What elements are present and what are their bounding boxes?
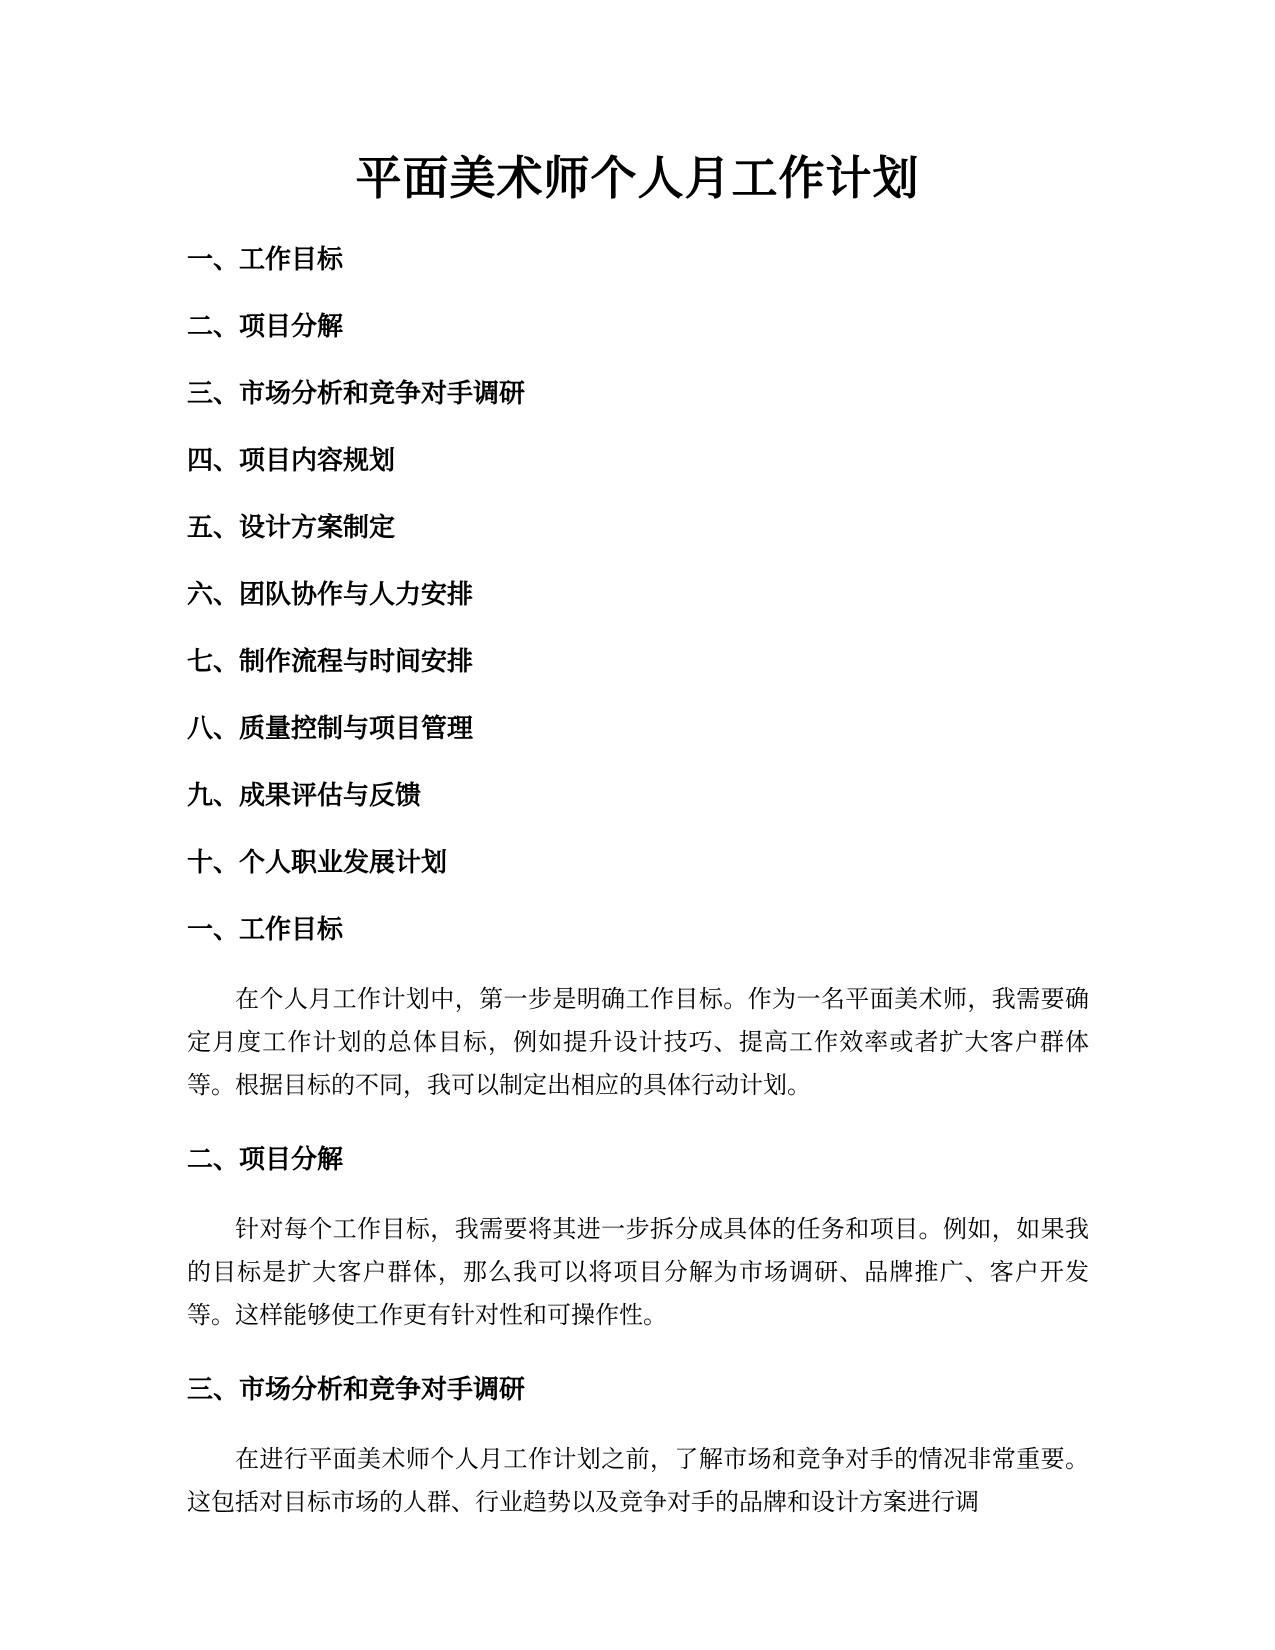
- toc-item: 六、团队协作与人力安排: [187, 580, 474, 610]
- document-title: 平面美术师个人月工作计划: [355, 151, 920, 205]
- document-body: [187, 916, 1089, 1563]
- toc-item: 三、市场分析和竞争对手调研: [187, 379, 526, 409]
- section-paragraph: 针对每个工作目标，我需要将其进一步拆分成具体的任务和项目。例如，如果我的目标是扩大客户群体，那么我可以将项目分解为市场调研、品牌推广、客户开发等。这样能够使工作更有针对性和可操作性。: [187, 1215, 1089, 1329]
- section-heading: 一、工作目标: [187, 915, 344, 945]
- table-of-contents: [187, 246, 1087, 916]
- toc-item: 七、制作流程与时间安排: [187, 647, 474, 677]
- section-paragraph: 在进行平面美术师个人月工作计划之前，了解市场和竞争对手的情况非常重要。这包括对目标市场的人群、行业趋势以及竞争对手的品牌和设计方案进行调: [187, 1445, 1089, 1516]
- toc-item: 四、项目内容规划: [187, 446, 396, 476]
- toc-item: 五、设计方案制定: [187, 513, 396, 543]
- section-heading: 三、市场分析和竞争对手调研: [187, 1375, 526, 1405]
- toc-item: 一、工作目标: [187, 245, 344, 275]
- toc-item: 十、个人职业发展计划: [187, 848, 448, 878]
- section-paragraph: 在个人月工作计划中，第一步是明确工作目标。作为一名平面美术师，我需要确定月度工作计划的总体目标，例如提升设计技巧、提高工作效率或者扩大客户群体等。根据目标的不同，我可以制定出相应的具体行动计划。: [187, 985, 1089, 1099]
- toc-item: 二、项目分解: [187, 312, 344, 342]
- toc-item: 九、成果评估与反馈: [187, 781, 422, 811]
- section-heading: 二、项目分解: [187, 1145, 344, 1175]
- toc-item: 八、质量控制与项目管理: [187, 714, 474, 744]
